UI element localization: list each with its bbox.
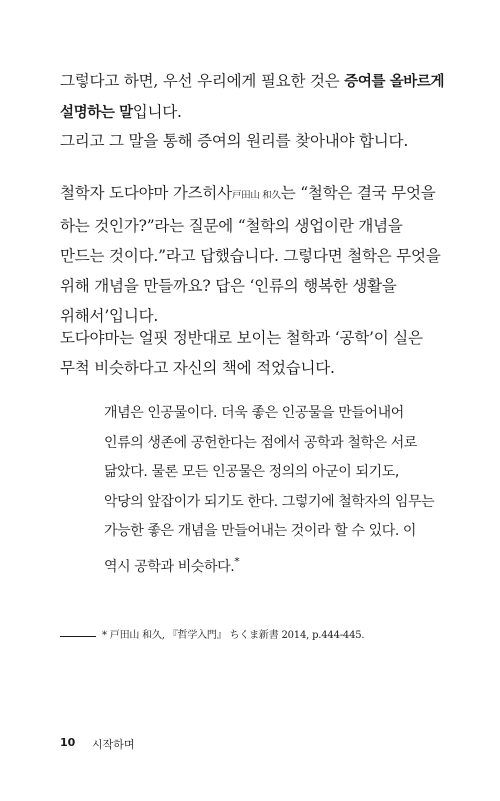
paragraph-line [60,66,460,97]
paragraph-line: 도다야마는 얼핏 정반대로 보이는 철학과 ‘공학’이 실은 [60,329,423,347]
paragraph-line: 무척 비슷하다고 자신의 책에 적었습니다. [60,359,335,377]
text-run: 철학자 도다야마 가즈히사 [60,184,232,202]
paragraph-principle [60,126,460,156]
paragraph-line: 위해 개념을 만들까요? 답은 ‘인류의 행복한 생활을 [60,277,397,295]
running-head: 시작하며 [92,738,135,751]
block-quote [104,399,454,582]
text-run: 입니다. [132,103,182,121]
paragraph-engineering [60,323,460,383]
quote-line [104,547,454,583]
page-number: 10 [60,736,76,749]
text-run: 그렇다고 하면, 우선 우리에게 필요한 것은 [60,72,345,90]
paragraph-line: 하는 것인가?”라는 질문에 “철학의 생업이란 개념을 [60,217,403,235]
quote-line: 가능한 좋은 개념을 만들어내는 것이라 할 수 있다. 이 [104,523,417,539]
paragraph-line [60,178,460,211]
quote-line: 개념은 인공물이다. 더욱 좋은 인공물을 만들어내어 [104,405,404,421]
quote-line: 인류의 생존에 공헌한다는 점에서 공학과 철학은 서로 [104,434,418,451]
footnote-rule [60,636,96,637]
paragraph-line: 만드는 것이다.”라고 답했습니다. 그렇다면 철학은 무엇을 [60,247,441,265]
emphasis-text: 증여를 올바르게 [344,74,445,90]
paragraph-philosopher [60,178,460,331]
text-run: 역시 공학과 비슷하다. [104,558,235,575]
paragraph-line: 위해서’입니다. [60,307,159,325]
footnote-mark: * [234,554,240,568]
quote-line: 닮았다. 물론 모든 인공물은 정의의 아군이 되기도, [104,464,399,480]
footnote: * 戸田山 和久, 『哲学入門』 ちくま新書 2014, p.444-445. [102,630,365,641]
paragraph-line [60,97,460,128]
paragraph-line: 그리고 그 말을 통해 증여의 원리를 찾아내야 합니다. [60,132,409,150]
japanese-name: 戸田山 和久 [231,190,281,201]
text-run: 는 “철학은 결국 무엇을 [280,184,436,202]
quote-line: 악당의 앞잡이가 되기도 한다. 그렇기에 철학자의 임무는 [104,493,435,510]
emphasis-text: 설명하는 말 [60,105,133,121]
paragraph-intro [60,66,460,128]
